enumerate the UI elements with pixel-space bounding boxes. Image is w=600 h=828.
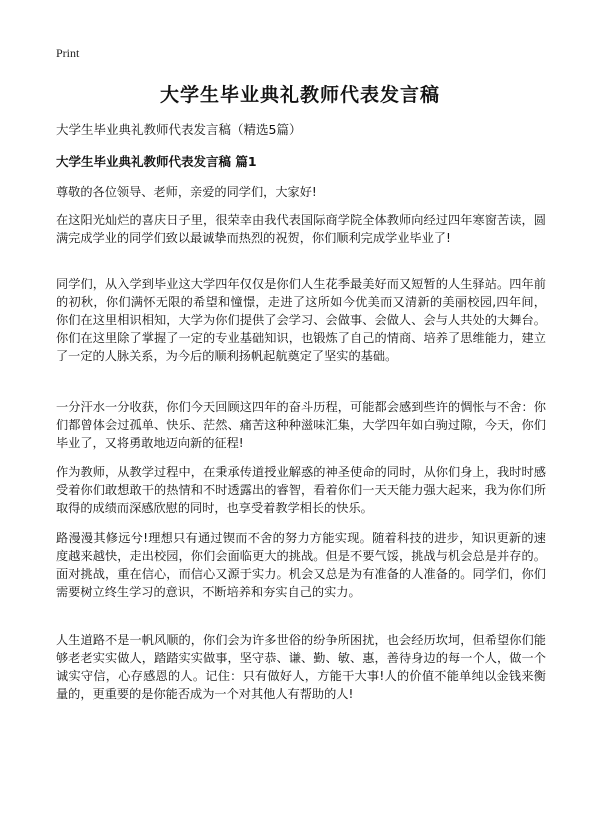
paragraph: 作为教师，从教学过程中，在秉承传道授业解惑的神圣使命的同时，从你们身上，我时时感受着你们敢想敢干的热情和不时透露出的睿智，看着你们一天天能力强大起来，我为你们所取得的成绩而深感欣慰的同时，也享受着教学相长的快乐。: [56, 465, 546, 515]
document-title: 大学生毕业典礼教师代表发言稿: [159, 84, 440, 106]
document-subtitle: 大学生毕业典礼教师代表发言稿（精选5篇）: [56, 122, 302, 137]
paragraph: 同学们，从入学到毕业这大学四年仅仅是你们人生花季最美好而又短暂的人生驿站。四年前的初秋，你们满怀无限的希望和憧憬，走进了这所如今优美而又清新的美丽校园,四年间，你们在这里相识相知，大学为你们提供了会学习、会做事、会做人、会与人共处的大舞台。你们在这里除了掌握了一定的专业基础知识，也锻炼了自己的情商、培养了思维能力，建立了一定的人脉关系，为今后的顺利扬帆起航奠定了坚实的基础。: [56, 277, 546, 363]
print-link[interactable]: Print: [56, 46, 80, 60]
paragraph: 人生道路不是一帆风顺的，你们会为许多世俗的纷争所困扰，也会经历坎坷，但希望你们能够老老实实做人，踏踏实实做事，坚守恭、谦、勤、敏、惠，善待身边的每一个人，做一个诚实守信，心存感恩的人。记住：只有做好人，方能干大事!人的价值不能单纯以金钱来衡量的，更重要的是你能否成为一个对其他人有帮助的人!: [56, 633, 546, 701]
paragraph: 一分汗水一分收获，你们今天回顾这四年的奋斗历程，可能都会感到些许的惆怅与不舍：你们都曾体会过孤单、快乐、茫然、痛苦这种种滋味汇集，大学四年如白驹过隙，今天，你们毕业了，又将勇敢地迈向新的征程!: [56, 400, 546, 450]
section-heading: 大学生毕业典礼教师代表发言稿 篇1: [56, 154, 257, 169]
paragraph: 路漫漫其修远兮!理想只有通过锲而不舍的努力方能实现。随着科技的进步，知识更新的速度越来越快，走出校园，你们会面临更大的挑战。但是不要气馁，挑战与机会总是并存的。面对挑战，重在信心，而信心又源于实力。机会又总是为有准备的人准备的。同学们，你们需要树立终生学习的意识，不断培养和夯实自己的实力。: [56, 531, 546, 599]
paragraph: 在这阳光灿烂的喜庆日子里，很荣幸由我代表国际商学院全体教师向经过四年寒窗苦读，圆满完成学业的同学们致以最诚挚而热烈的祝贺，你们顺利完成学业毕业了!: [56, 213, 546, 245]
paragraph-greeting: 尊敬的各位领导、老师，亲爱的同学们，大家好!: [56, 185, 317, 199]
